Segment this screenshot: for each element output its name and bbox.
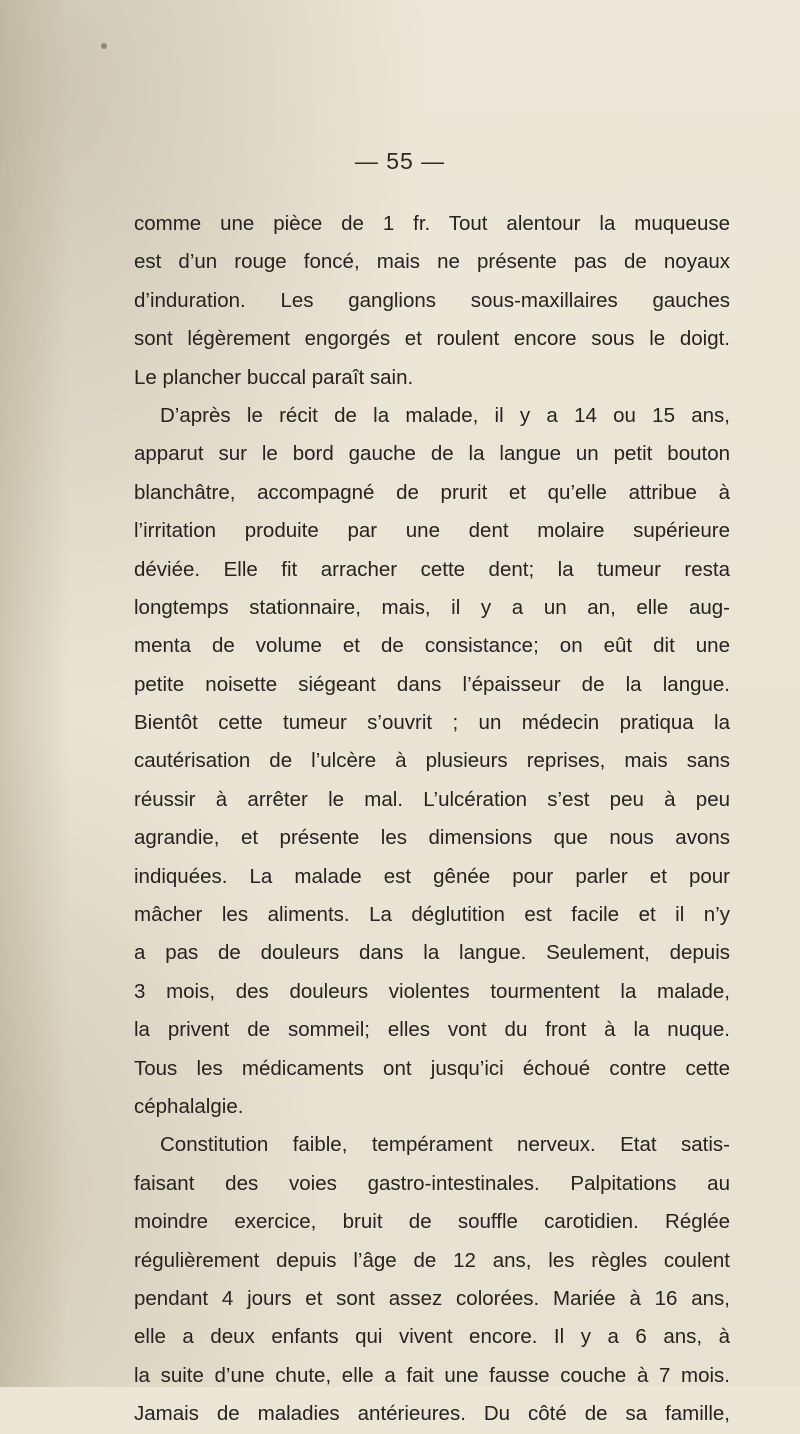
text-line: réussir à arrêter le mal. L’ulcération s’est peu à peu: [134, 787, 730, 811]
text-line: agrandie, et présente les dimensions que nous avons: [134, 826, 730, 850]
text-line: mâcher les aliments. La déglutition est facile et il n’y: [134, 903, 730, 927]
text-line: menta de volume et de consistance; on eût dit une: [134, 634, 730, 658]
page-number: — 55 —: [354, 148, 446, 174]
text-line: a pas de douleurs dans la langue. Seulement, depuis: [134, 941, 730, 965]
text-line: moindre exercice, bruit de souffle carotidien. Réglée: [134, 1210, 730, 1234]
text-line: faisant des voies gastro-intestinales. Palpitations au: [134, 1171, 730, 1195]
text-line: cautérisation de l’ulcère à plusieurs reprises, mais sans: [134, 749, 730, 773]
text-line: indiquées. La malade est gênée pour parler et pour: [134, 864, 730, 888]
text-line: D’après le récit de la malade, il y a 14 ou 15 ans,: [160, 403, 730, 427]
text-line: céphalalgie.: [134, 1094, 244, 1118]
text-line: Bientôt cette tumeur s’ouvrit ; un médecin pratiqua la: [134, 711, 730, 735]
text-line: Jamais de maladies antérieures. Du côté de sa famille,: [134, 1402, 730, 1426]
text-line: sont légèrement engorgés et roulent encore sous le doigt.: [134, 327, 730, 351]
text-line: déviée. Elle fit arracher cette dent; la tumeur resta: [134, 557, 730, 581]
text-line: Constitution faible, tempérament nerveux. Etat satis-: [160, 1133, 730, 1157]
text-line: 3 mois, des douleurs violentes tourmentent la malade,: [134, 979, 730, 1003]
text-line: Tous les médicaments ont jusqu’ici échoué contre cette: [134, 1056, 730, 1080]
text-line: longtemps stationnaire, mais, il y a un an, elle aug-: [134, 595, 730, 619]
text-line: comme une pièce de 1 fr. Tout alentour la muqueuse: [134, 212, 730, 235]
text-line: la privent de sommeil; elles vont du front à la nuque.: [134, 1018, 730, 1042]
text-line: est d’un rouge foncé, mais ne présente pas de noyaux: [134, 250, 730, 274]
text-line: d’induration. Les ganglions sous-maxillaires gauches: [134, 288, 730, 312]
text-line: apparut sur le bord gauche de la langue un petit bouton: [134, 442, 730, 466]
text-line: petite noisette siégeant dans l’épaisseur de la langue.: [134, 672, 730, 696]
text-line: Le plancher buccal paraît sain.: [134, 365, 414, 389]
text-line: elle a deux enfants qui vivent encore. Il y a 6 ans, à: [134, 1325, 730, 1349]
text-line: régulièrement depuis l’âge de 12 ans, les règles coulent: [134, 1248, 730, 1272]
body-text: [134, 205, 730, 1434]
text-line: l’irritation produite par une dent molaire supérieure: [134, 519, 730, 543]
text-line: la suite d’une chute, elle a fait une fausse couche à 7 mois.: [134, 1363, 730, 1387]
text-line: blanchâtre, accompagné de prurit et qu’elle attribue à: [134, 480, 730, 504]
text-line: pendant 4 jours et sont assez colorées. Mariée à 16 ans,: [134, 1286, 730, 1310]
ink-spot: [101, 43, 107, 49]
